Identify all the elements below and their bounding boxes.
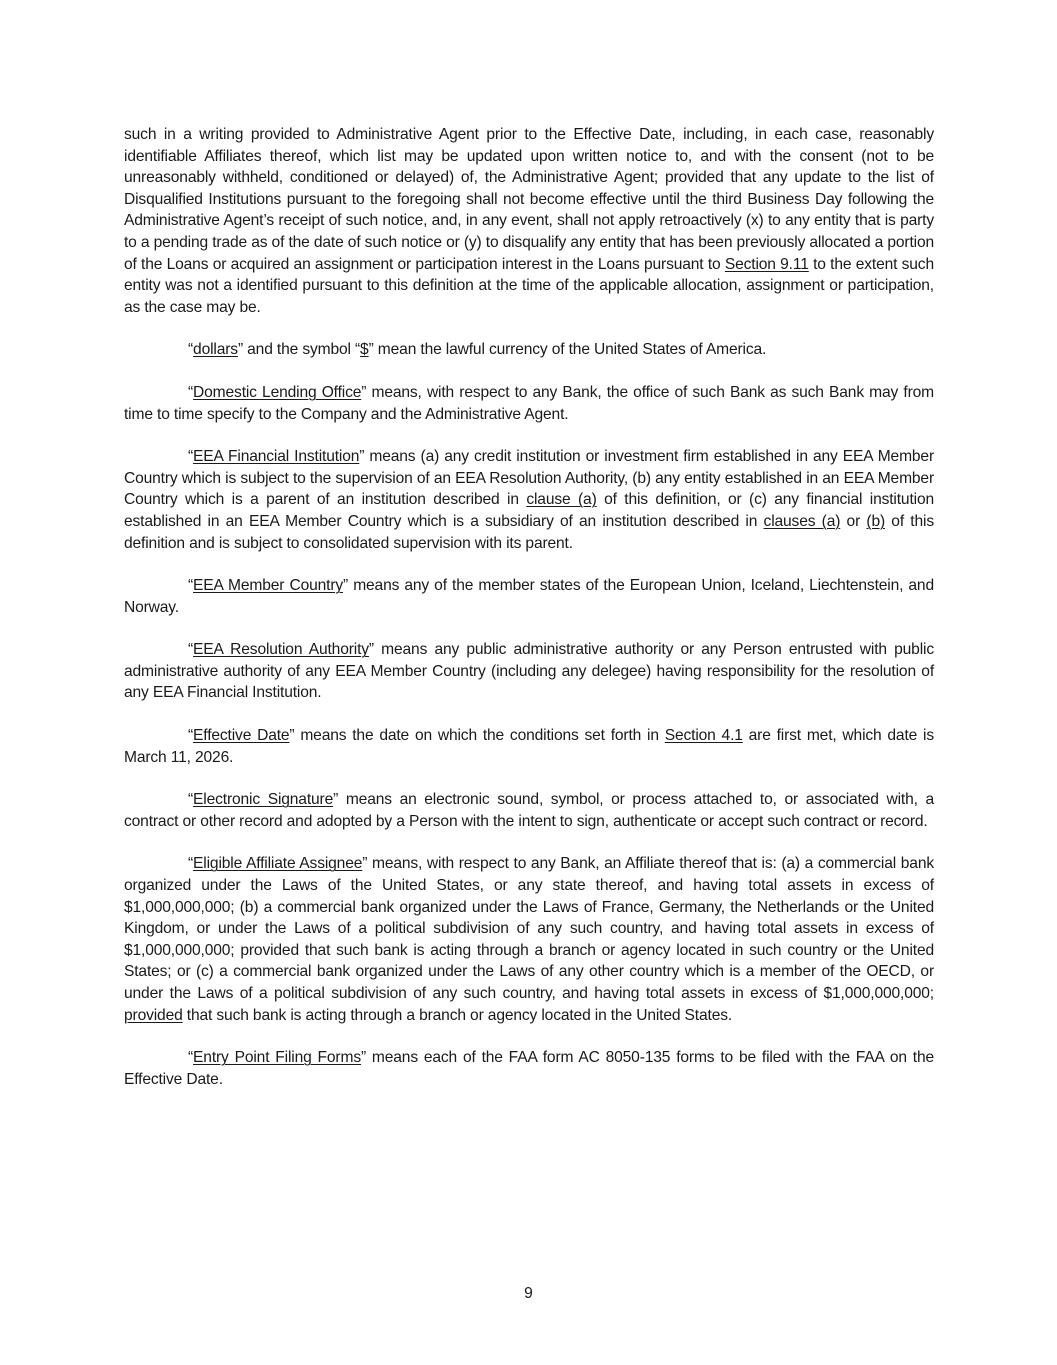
defined-term-eea-member-country: EEA Member Country: [193, 577, 344, 595]
text-segment: “: [188, 791, 194, 809]
cross-reference-clause-b: (b): [866, 512, 886, 530]
text-segment: ” means any of the member states of the European Union, Iceland, Liechtenstein, and Norway.: [124, 577, 934, 616]
text-segment: such in a writing provided to Administrative Agent prior to the Effective Date, including, in each case, reasonably identifiable Affiliates thereof, which list may be updated upon written notice to, and with the consent (not to be unreasonably withheld, conditioned or delayed) of, the Administrative Agent; provided that any update to the list of Disqualified Institutions pursuant to the foregoing shall not become effective until the third Business Day following the Administrative Agent’s receipt of such notice, and, in any event, shall not apply retroactively (x) to any entity that is party to a pending trade as of the date of such notice or (y) to disqualify any entity that has been previously allocated a portion of the Loans or acquired an assignment or participation interest in the Loans pursuant to: [124, 126, 934, 273]
proviso-provided: provided: [124, 1006, 183, 1024]
defined-term-eligible-affiliate-assignee: Eligible Affiliate Assignee: [193, 855, 363, 873]
cross-reference-section-4-1: Section 4.1: [664, 727, 743, 745]
text-segment: of this definition, or (c) any financial institution established in an EEA Member Country which is a subsidiary of an institution described in: [124, 491, 934, 530]
text-segment: ” means each of the FAA form AC 8050-135 forms to be filed with the FAA on the Effective Date.: [124, 1049, 934, 1088]
text-segment: ” mean the lawful currency of the United States of America.: [368, 341, 767, 359]
text-segment: ” means the date on which the conditions set forth in: [289, 727, 665, 745]
text-segment: ” means (a) any credit institution or investment firm established in any EEA Member Country which is subject to the supervision of an EEA Resolution Authority, (b) any entity established in an EEA Member Country which is a parent of an institution described in: [124, 448, 934, 509]
definition-dollars: [124, 339, 934, 361]
defined-term-domestic-lending-office: Domestic Lending Office: [193, 383, 362, 401]
text-segment: are first met, which date is March 11, 2026.: [124, 727, 934, 766]
document-body: [124, 124, 934, 1111]
definition-eea-member-country: [124, 575, 934, 618]
text-segment: of this definition and is subject to consolidated supervision with its parent.: [124, 512, 934, 552]
cross-reference-clauses-a: clauses (a): [763, 512, 841, 530]
defined-term-dollars: dollars: [193, 341, 238, 359]
definition-electronic-signature: [124, 789, 934, 832]
defined-term-eea-resolution-authority: EEA Resolution Authority: [193, 641, 369, 659]
text-segment: “: [188, 855, 194, 873]
text-segment: “: [188, 577, 194, 595]
definition-domestic-lending-office: [124, 382, 934, 425]
definition-entry-point-filing-forms: [124, 1047, 934, 1090]
text-segment: or: [840, 512, 867, 530]
text-segment: ” means, with respect to any Bank, an Affiliate thereof that is: (a) a commercial bank organized under the Laws of the United States, or any state thereof, and having total assets in excess of $1,000,000,000; (b) a commercial bank organized under the Laws of France, Germany, the Netherlands or the United Kingdom, or under the Laws of a political subdivision of any such country, and having total assets in excess of $1,000,000,000; provided that such bank is acting through a branch or agency located in such country or the United States; or (c) a commercial bank organized under the Laws of any other country which is a member of the OECD, or under the Laws of a political subdivision of any such country, and having total assets in excess of $1,000,000,000;: [124, 855, 934, 1002]
text-segment: that such bank is acting through a branch or agency located in the United States.: [182, 1006, 733, 1024]
text-segment: to the extent such entity was not a identified pursuant to this definition at the time of the applicable allocation, assignment or participation, as the case may be.: [124, 255, 934, 316]
text-segment: ” means any public administrative authority or any Person entrusted with public administrative authority of any EEA Member Country (including any delegee) having responsibility for the resolution of any EEA Financial Institution.: [124, 641, 934, 702]
definition-eea-financial-institution: [124, 446, 934, 554]
defined-term-eea-financial-institution: EEA Financial Institution: [193, 448, 360, 466]
text-segment: “: [188, 641, 194, 659]
text-segment: “: [188, 448, 194, 466]
defined-term-entry-point-filing-forms: Entry Point Filing Forms: [193, 1049, 361, 1067]
definition-eea-resolution-authority: [124, 639, 934, 704]
text-segment: “: [188, 383, 194, 401]
text-segment: ” means, with respect to any Bank, the office of such Bank as such Bank may from time to time specify to the Company and the Administrative Agent.: [124, 383, 934, 423]
defined-term-electronic-signature: Electronic Signature: [193, 791, 334, 809]
text-segment: ” and the symbol “: [237, 341, 361, 359]
defined-term-effective-date: Effective Date: [193, 727, 290, 745]
text-segment: ” means an electronic sound, symbol, or process attached to, or associated with, a contract or other record and adopted by a Person with the intent to sign, authenticate or accept such contract or record.: [124, 791, 934, 830]
cross-reference-section-9-11: Section 9.11: [724, 255, 809, 273]
text-segment: “: [188, 1049, 194, 1067]
defined-term-dollar-symbol: $: [360, 341, 369, 359]
cross-reference-clause-a: clause (a): [526, 491, 597, 509]
definition-eligible-affiliate-assignee: [124, 853, 934, 1026]
paragraph-continuation: [124, 124, 934, 318]
text-segment: “: [188, 341, 194, 359]
definition-effective-date: [124, 725, 934, 768]
text-segment: “: [188, 727, 194, 745]
page-number: 9: [524, 1285, 533, 1302]
